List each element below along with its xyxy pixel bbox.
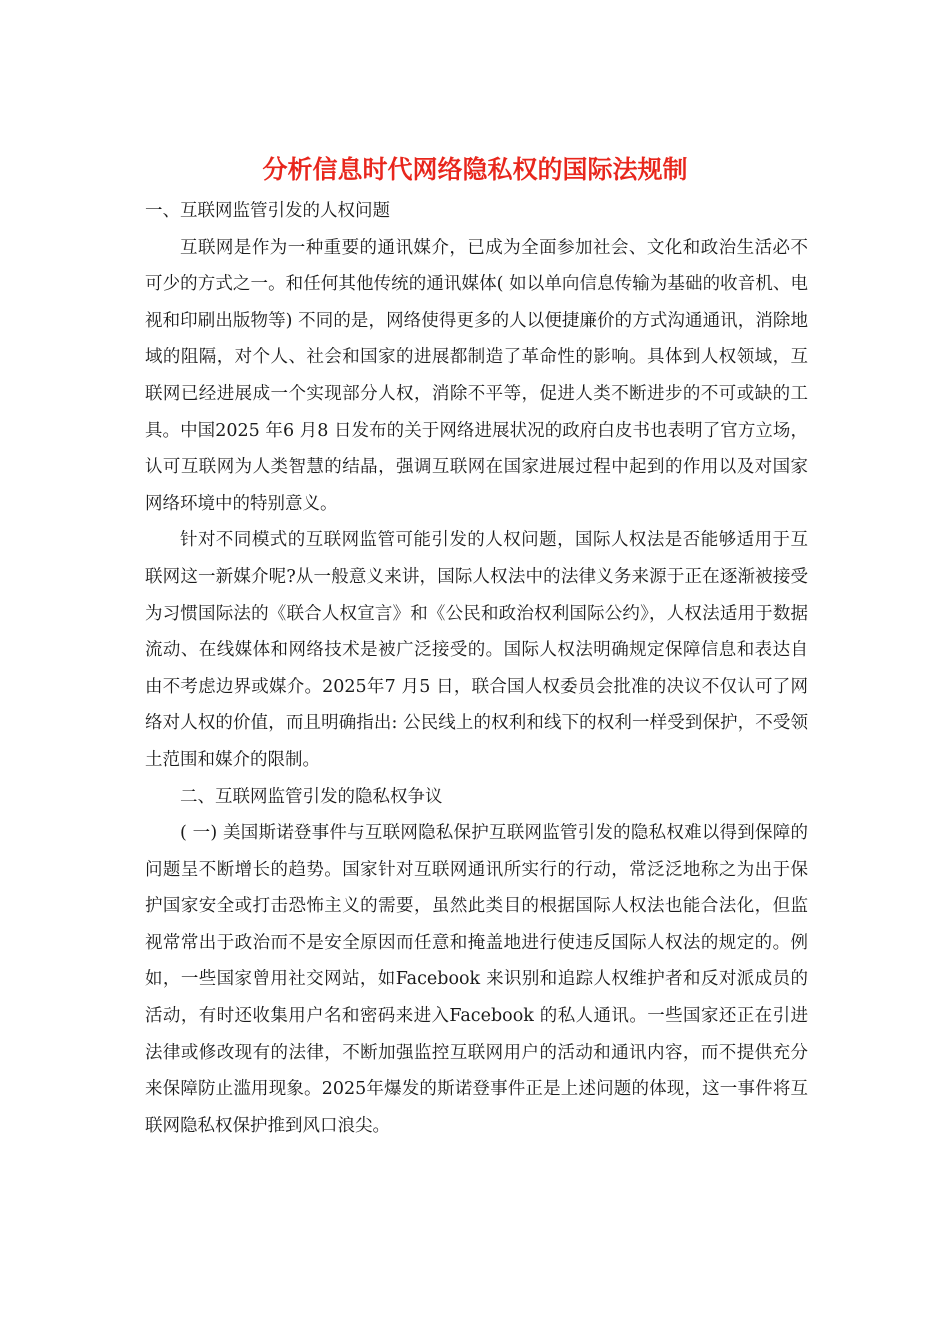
section-heading-2: 二、互联网监管引发的隐私权争议 xyxy=(180,786,443,807)
paragraph-1: 互联网是作为一种重要的通讯媒介，已成为全面参加社会、文化和政治生活必不可少的方式之一。和任何其他传统的通讯媒体( 如以单向信息传输为基础的收音机、电视和印刷出版物等) 不同的是，网络使得更多的人以便捷廉价的方式沟通通讯，消除地域的阻隔，对个人、社会和国家的进展都制造了革命性的影响。具体到人权领域，互联网已经进展成一个实现部分人权，消除不平等，促进人类不断进步的不可或缺的工具。中国2025 年6 月8 日发布的关于网络进展状况的政府白皮书也表明了官方立场，认可互联网为人类智慧的结晶，强调互联网在国家进展过程中起到的作用以及对国家网络环境中的特别意义。 xyxy=(145,237,808,514)
paragraph-3: ( 一) 美国斯诺登事件与互联网隐私保护互联网监管引发的隐私权难以得到保障的问题呈不断增长的趋势。国家针对互联网通讯所实行的行动，常泛泛地称之为出于保护国家安全或打击恐怖主义的需要，虽然此类目的根据国际人权法也能合法化，但监视常常出于政治而不是安全原因而任意和掩盖地进行使违反国际人权法的规定的。例如，一些国家曾用社交网站，如Facebook 来识别和追踪人权维护者和反对派成员的活动，有时还收集用户名和密码来进入Facebook 的私人通讯。一些国家还正在引进法律或修改现有的法律，不断加强监控互联网用户的活动和通讯内容，而不提供充分来保障防止滥用现象。2025年爆发的斯诺登事件正是上述问题的体现，这一事件将互联网隐私权保护推到风口浪尖。 xyxy=(145,823,808,1136)
section-heading-1: 一、互联网监管引发的人权问题 xyxy=(145,201,390,221)
paragraph-2: 针对不同模式的互联网监管可能引发的人权问题，国际人权法是否能够适用于互联网这一新媒介呢?从一般意义来讲，国际人权法中的法律义务来源于正在逐渐被接受为习惯国际法的《联合人权宣言》和《公民和政治权利国际公约》，人权法适用于数据流动、在线媒体和网络技术是被广泛接受的。国际人权法明确规定保障信息和表达自由不考虑边界或媒介。2025年7 月5 日，联合国人权委员会批准的决议不仅认可了网络对人权的价值，而且明确指出: 公民线上的权利和线下的权利一样受到保护，不受领土范围和媒介的限制。 xyxy=(145,530,808,770)
document-title: 分析信息时代网络隐私权的国际法规制 xyxy=(262,155,688,184)
document-body xyxy=(145,193,808,1144)
